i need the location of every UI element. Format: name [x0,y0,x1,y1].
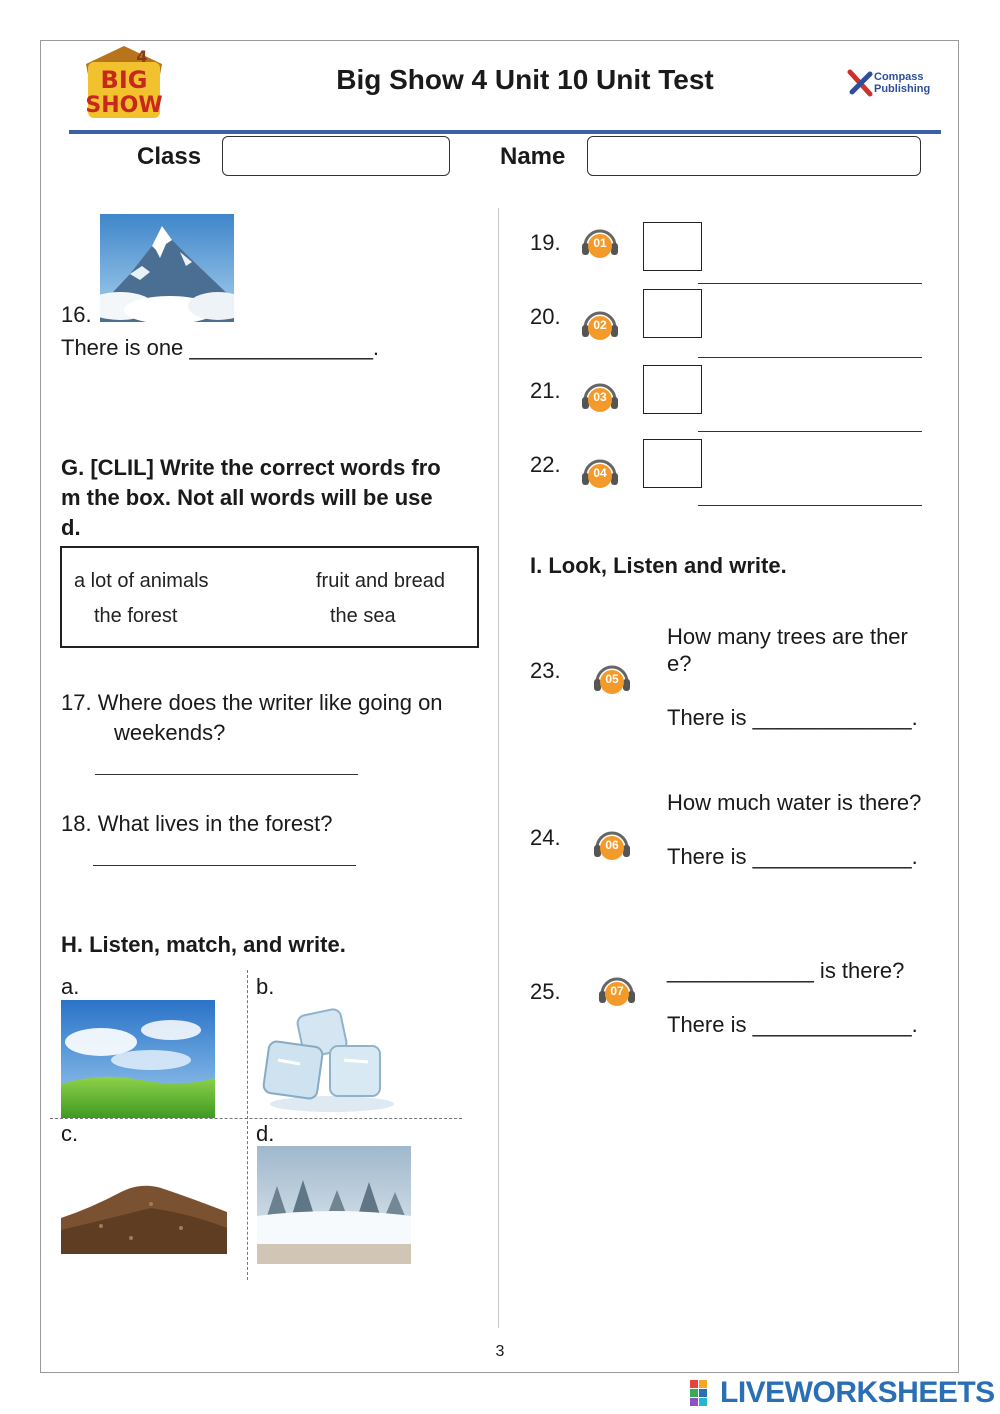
q24-answer-field[interactable] [758,865,928,869]
q19-answer-field[interactable] [698,283,922,284]
word-box [60,546,479,648]
headphone-icon[interactable] [591,658,633,698]
q25-answer-field[interactable] [758,1033,928,1037]
q24-number: 24. [530,825,561,850]
headphone-icon[interactable] [579,376,621,416]
q16-number: 16. [61,302,92,327]
word-box-item: a lot of animals [74,570,209,592]
q21-number: 21. [530,378,561,403]
big-show-logo [82,44,166,122]
q22-number: 22. [530,452,561,477]
mountain-image [100,214,234,322]
q22-answer-field[interactable] [698,505,922,506]
q21-answer-field[interactable] [698,431,922,432]
word-box-item: the forest [94,605,178,627]
option-label-b: b. [256,974,275,999]
track-number: 07 [610,984,624,998]
q25-question-field[interactable] [667,979,825,983]
q23-answer-field[interactable] [758,726,928,730]
headphone-icon[interactable] [591,824,633,864]
q16-answer-field[interactable] [198,356,393,360]
track-number: 04 [593,466,607,480]
q23-question-line-2: e? [667,651,692,676]
track-number: 05 [605,672,619,686]
section-g-heading-line-2: m the box. Not all words will be use [61,485,433,510]
headphone-icon[interactable] [579,304,621,344]
snowy-forest-image [257,1146,411,1264]
name-input[interactable] [587,136,921,176]
q20-number: 20. [530,304,561,329]
section-g-heading-line-3: d. [61,515,81,540]
option-label-c: c. [61,1121,79,1146]
track-number: 06 [605,838,619,852]
q23-number: 23. [530,658,561,683]
class-label: Class [137,143,202,170]
grid-divider-vertical [247,970,248,1280]
header-rule [69,130,941,134]
liveworksheets-icon [690,1380,716,1406]
q25-number: 25. [530,979,561,1004]
track-number: 01 [593,236,607,250]
q23-answer-sentence: There is _____________. [667,705,918,730]
page-number: 3 [495,1343,505,1360]
q24-answer-sentence: There is _____________. [667,844,918,869]
q20-letter-box[interactable] [643,289,702,338]
q24-question: How much water is there? [667,790,922,815]
logo-text-bottom: SHOW [85,93,163,118]
q25-question: ____________ is there? [667,958,905,983]
q17-question-line-1: 17. Where does the writer like going on [61,690,443,715]
name-label: Name [500,143,566,170]
publisher-logo [846,66,936,100]
publisher-line-1: Compass [874,71,924,83]
sky-grass-image [61,1000,215,1118]
logo-text-top: BIG [100,66,148,94]
liveworksheets-brand: LIVEWORKSHEETS [720,1376,995,1409]
liveworksheets-logo [690,1376,995,1409]
column-divider [498,208,499,1328]
option-label-a: a. [61,974,80,999]
q22-letter-box[interactable] [643,439,702,488]
q23-question-line-1: How many trees are ther [667,624,908,649]
track-number: 03 [593,390,607,404]
q16-sentence: There is one _______________. [61,335,380,360]
section-g-heading-line-1: G. [CLIL] Write the correct words fro [61,455,441,480]
q20-answer-field[interactable] [698,357,922,358]
q25-answer-sentence: There is _____________. [667,1012,918,1037]
ice-cubes-image [260,1004,400,1118]
word-box-item: the sea [330,605,396,627]
q19-number: 19. [530,230,561,255]
section-i-heading: I. Look, Listen and write. [530,553,787,578]
headphone-icon[interactable] [579,452,621,492]
q18-question: 18. What lives in the forest? [61,811,333,836]
track-number: 02 [593,318,607,332]
headphone-icon[interactable] [579,222,621,262]
q19-letter-box[interactable] [643,222,702,271]
logo-number: 4 [136,47,148,66]
soil-pile-image [61,1178,227,1254]
publisher-line-2: Publishing [874,83,931,95]
q18-answer-field[interactable] [93,865,356,866]
option-label-d: d. [256,1121,275,1146]
q17-question-line-2: weekends? [114,720,226,745]
q17-answer-field[interactable] [95,774,358,775]
word-box-item: fruit and bread [316,570,445,592]
section-h-heading: H. Listen, match, and write. [61,932,346,957]
page-title: Big Show 4 Unit 10 Unit Test [336,64,714,95]
headphone-icon[interactable] [596,970,638,1010]
q21-letter-box[interactable] [643,365,702,414]
class-input[interactable] [222,136,450,176]
